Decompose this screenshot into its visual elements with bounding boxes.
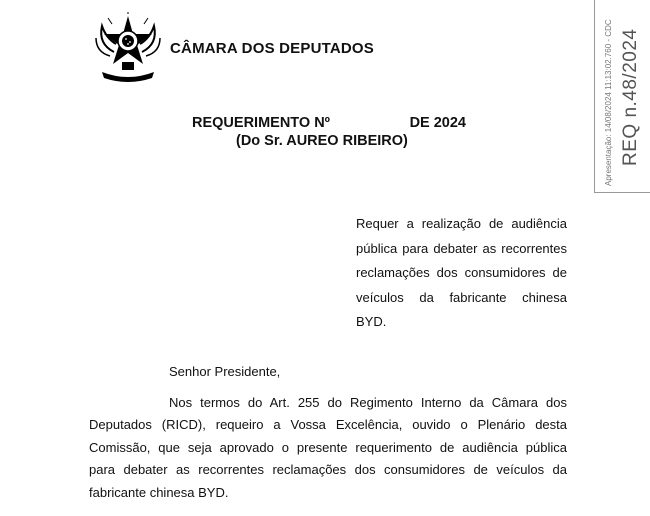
title-requerimento: REQUERIMENTO Nº [192, 115, 330, 131]
ementa-line: BYD. [356, 314, 387, 329]
body-line: para debater as recorrentes reclamações dos consumidores de veículos da [89, 462, 567, 478]
ementa-line: reclamações dos consumidores de [356, 265, 567, 280]
body-line: Comissão, que seja aprovado o presente requerimento de audiência pública [89, 439, 567, 455]
brazil-coat-of-arms-icon [92, 12, 164, 86]
author-line: (Do Sr. AUREO RIBEIRO) [236, 133, 408, 149]
body-paragraph [89, 392, 567, 504]
body-line: Deputados (RICD), requeiro a Vossa Excelência, ouvido o Plenário desta [89, 417, 567, 433]
title-year: DE 2024 [409, 115, 466, 131]
req-number: REQ n.48/2024 [620, 28, 641, 166]
greeting: Senhor Presidente, [169, 364, 281, 379]
body-line: fabricante chinesa BYD. [89, 484, 229, 500]
ementa-line: pública para debater as recorrentes [356, 240, 567, 256]
presentation-timestamp: Apresentação: 14/08/2024 11:13:02.760 - CDC [604, 19, 613, 186]
ementa-line: veículos da fabricante chinesa [356, 289, 567, 305]
ementa-line: Requer a realização de audiência [356, 216, 567, 231]
body-line: Nos termos do Art. 255 do Regimento Interno da Câmara dos [169, 395, 567, 410]
institution-name: CÂMARA DOS DEPUTADOS [170, 40, 375, 57]
ementa [356, 212, 567, 335]
